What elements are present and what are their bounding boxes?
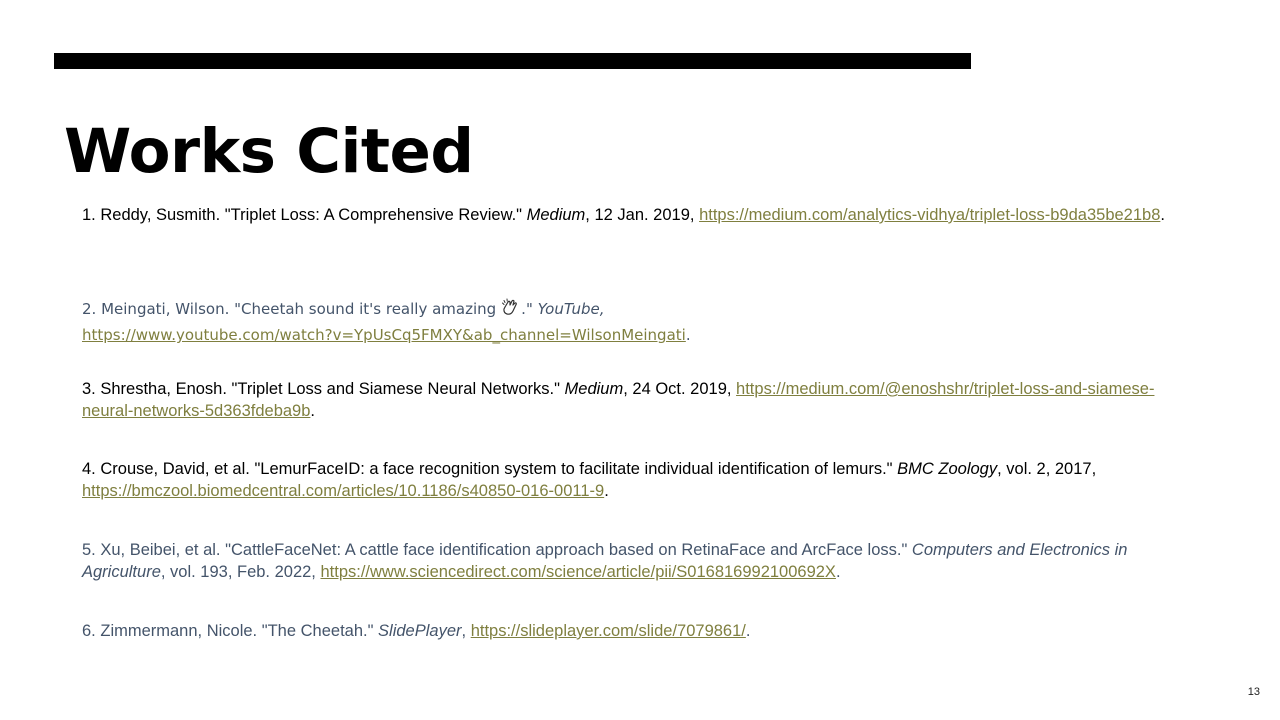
reference-end: . <box>1160 206 1165 224</box>
reference-container: SlidePlayer <box>378 622 462 640</box>
reference-number: 1. <box>82 206 96 224</box>
reference-link[interactable]: https://slideplayer.com/slide/7079861/ <box>470 622 746 640</box>
reference-number: 2. <box>82 300 97 318</box>
reference-author: Crouse, David, et al. <box>100 460 250 478</box>
reference-container: YouTube, <box>537 300 605 318</box>
reference-details: , vol. 2, 2017, <box>997 460 1097 478</box>
reference-container: Medium <box>526 206 586 224</box>
reference-title: "Triplet Loss: A Comprehensive Review." <box>224 206 523 224</box>
reference-link[interactable]: https://medium.com/analytics-vidhya/triplet-loss-b9da35be21b8 <box>699 206 1161 224</box>
reference-container: BMC Zoology <box>897 460 998 478</box>
reference-title: "Triplet Loss and Siamese Neural Networks." <box>231 380 560 398</box>
reference-end: . <box>745 622 751 640</box>
reference-item <box>82 458 1182 502</box>
reference-link[interactable]: https://www.sciencedirect.com/science/article/pii/S016816992100692X <box>320 563 836 581</box>
reference-item <box>82 204 1182 226</box>
reference-details: , 24 Oct. 2019, <box>623 380 737 398</box>
reference-author: Reddy, Susmith. <box>100 206 221 224</box>
reference-details: , 12 Jan. 2019, <box>585 206 700 224</box>
reference-title: "Cheetah sound it's really amazing <box>234 300 497 318</box>
reference-title: "LemurFaceID: a face recognition system to facilitate individual identification of lemurs." <box>254 460 893 478</box>
reference-number: 4. <box>82 460 96 478</box>
reference-end: . <box>685 326 691 344</box>
reference-link[interactable]: https://bmczool.biomedcentral.com/articles/10.1186/s40850-016-0011-9 <box>82 482 605 500</box>
reference-details: , <box>461 622 471 640</box>
reference-link[interactable]: https://medium.com/@enoshshr/triplet-loss-and-siamese-neural-networks-5d363fdeba9b <box>82 380 1155 420</box>
page-title: Works Cited <box>64 116 474 187</box>
title-accent-bar <box>54 53 971 69</box>
reference-author: Shrestha, Enosh. <box>100 380 227 398</box>
reference-item <box>82 539 1182 583</box>
clapping-hands-icon <box>500 297 520 324</box>
reference-container: Computers and Electronics in Agriculture <box>82 541 1128 581</box>
reference-author: Zimmermann, Nicole. <box>100 622 258 640</box>
reference-end: . <box>310 402 315 420</box>
reference-author: Meingati, Wilson. <box>101 300 230 318</box>
reference-container: Medium <box>564 380 624 398</box>
reference-details: , vol. 193, Feb. 2022, <box>160 563 321 581</box>
reference-number: 5. <box>82 541 96 559</box>
reference-title-close: ." <box>521 300 533 318</box>
reference-end: . <box>835 563 841 581</box>
reference-link[interactable]: https://www.youtube.com/watch?v=YpUsCq5FMXY&ab_channel=WilsonMeingati <box>82 326 686 344</box>
reference-title: "CattleFaceNet: A cattle face identification approach based on RetinaFace and ArcFace loss." <box>225 541 908 559</box>
reference-item <box>82 297 1182 347</box>
reference-item <box>82 620 1182 642</box>
reference-title: "The Cheetah." <box>261 622 374 640</box>
reference-number: 6. <box>82 622 96 640</box>
reference-end: . <box>604 482 609 500</box>
reference-number: 3. <box>82 380 96 398</box>
reference-author: Xu, Beibei, et al. <box>100 541 221 559</box>
page-number: 13 <box>1247 686 1260 698</box>
reference-item <box>82 378 1182 422</box>
